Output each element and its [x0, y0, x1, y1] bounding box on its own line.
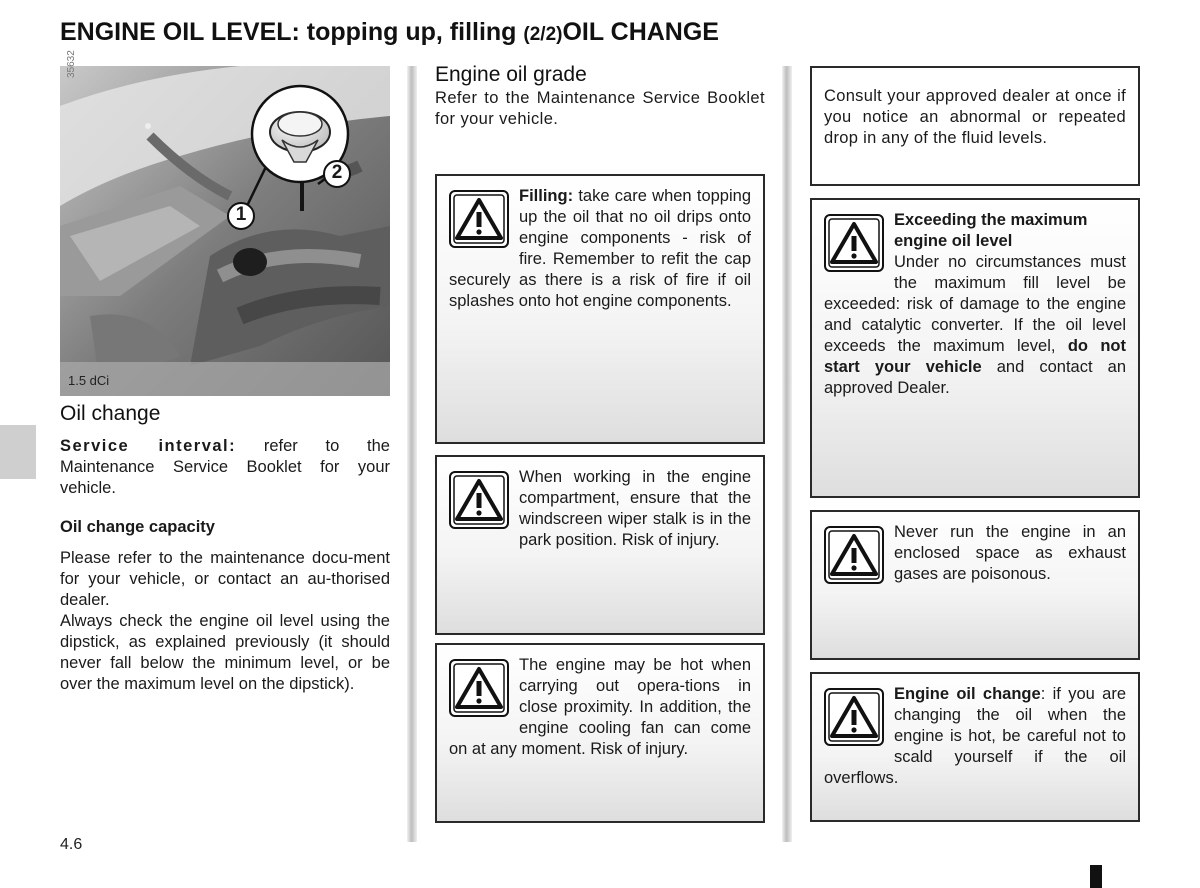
warning-triangle-icon	[824, 526, 884, 584]
page-number: 4.6	[60, 836, 83, 853]
photo-reference-number: 35632	[66, 50, 77, 78]
column-divider	[782, 66, 792, 842]
section-tab-marker	[0, 425, 36, 479]
warning-box-wiper-stalk: When working in the engine compartment, ensure that the windscreen wiper stalk is in the park position. Risk of injury.	[435, 455, 765, 635]
warning-box-engine-oil-change: Engine oil change: if you are changing the oil when the engine is hot, be careful not to scald yourself if the oil overflows.	[810, 672, 1140, 822]
notice-box-fluid-levels: Consult your approved dealer at once if you notice an abnormal or repeated drop in any of the fluid levels.	[810, 66, 1140, 186]
engine-bay-photo	[60, 66, 390, 396]
callout-1-label: 1	[235, 204, 247, 225]
warning-triangle-icon	[449, 190, 509, 248]
service-interval-text: Service interval: refer to the Maintenance Service Booklet for your vehicle.	[60, 437, 390, 497]
photo-caption: 1.5 dCi	[68, 373, 110, 388]
oil-change-heading: Oil change	[60, 402, 161, 425]
page-title: ENGINE OIL LEVEL: topping up, filling (2/2)OIL CHANGE	[60, 18, 719, 46]
warning-triangle-icon	[824, 688, 884, 746]
oil-change-capacity-text: Please refer to the maintenance docu-ment for your vehicle, or contact an au-thorised dealer. Always check the engine oil level using the dipstick, as explained previously (it should never fall below the minimum level, or be over the maximum level on the dipstick).	[60, 549, 390, 693]
warning-box-filling: Filling: take care when topping up the oil that no oil drips onto engine components - risk of fire. Remember to refit the cap securely as there is a risk of fire if oil splashes onto hot engine components.	[435, 174, 765, 444]
warning-triangle-icon	[449, 471, 509, 529]
warning-triangle-icon	[449, 659, 509, 717]
warning-box-hot-engine: The engine may be hot when carrying out opera-tions in close proximity. In addition, the engine cooling fan can come on at any moment. Risk of injury.	[435, 643, 765, 823]
column-divider	[407, 66, 417, 842]
warning-box-max-oil-level: Exceeding the maximum engine oil level Under no circumstances must the maximum fill level be exceeded: risk of damage to the engine and catalytic converter. If the oil level exceeds the maximum level, do not start your vehicle and contact an approved Dealer.	[810, 198, 1140, 498]
engine-oil-grade-text: Refer to the Maintenance Service Booklet for your vehicle.	[435, 89, 765, 128]
oil-change-capacity-heading: Oil change capacity	[60, 518, 215, 536]
callout-2-label: 2	[331, 162, 343, 183]
warning-box-exhaust-gases: Never run the engine in an enclosed space as exhaust gases are poisonous.	[810, 510, 1140, 660]
warning-triangle-icon	[824, 214, 884, 272]
engine-oil-grade-heading: Engine oil grade	[435, 63, 587, 86]
page-edge-marker	[1090, 865, 1102, 888]
